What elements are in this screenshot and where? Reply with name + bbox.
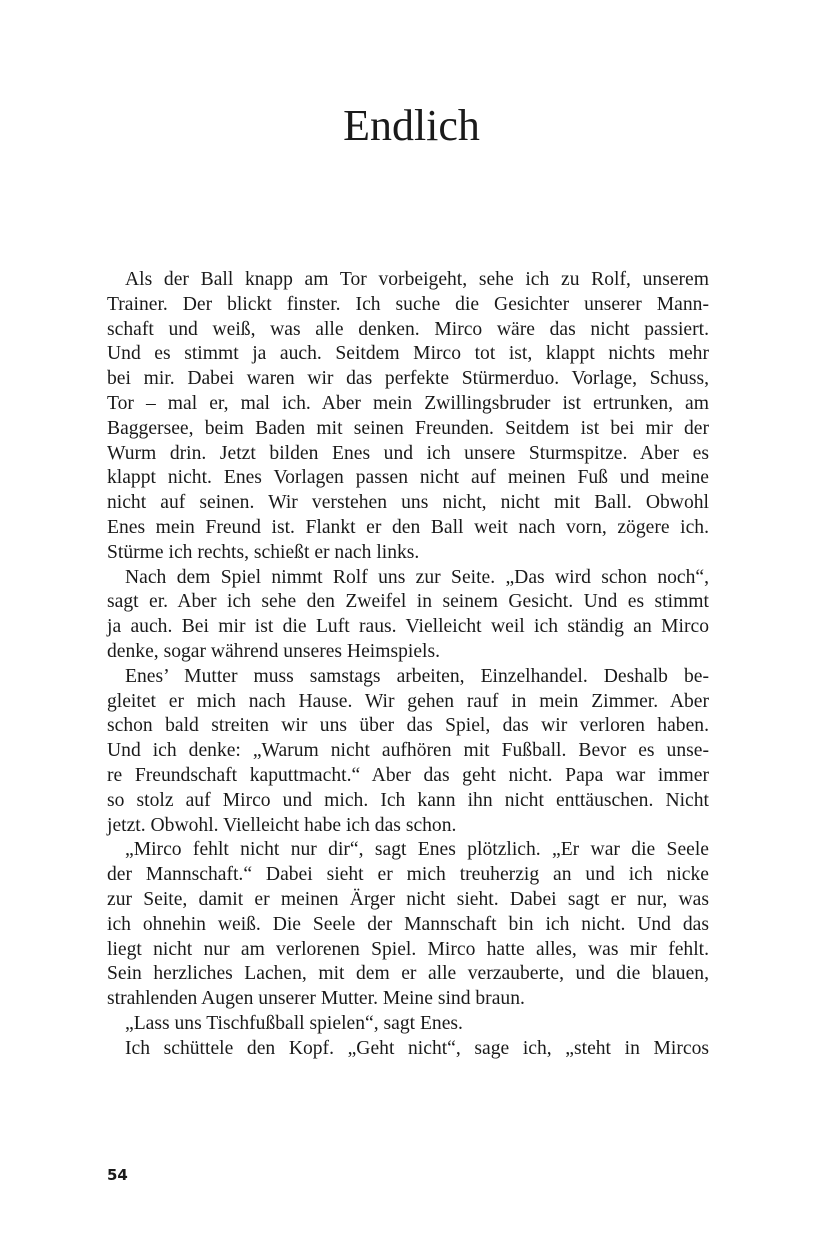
text-line: „Lass uns Tischfußball spielen“, sagt Enes. [125, 1012, 463, 1034]
text-line: Und es stimmt ja auch. Seitdem Mirco tot ist, klappt nichts mehr [107, 343, 709, 365]
text-line: Enes mein Freund ist. Flankt er den Ball weit nach vorn, zögere ich. [107, 516, 709, 538]
text-line: der Mannschaft.“ Dabei sieht er mich treuherzig an und ich nicke [107, 864, 709, 886]
text-line: gleitet er mich nach Hause. Wir gehen rauf in mein Zimmer. Aber [107, 690, 709, 712]
text-line: Enes’ Mutter muss samstags arbeiten, Einzelhandel. Deshalb be- [125, 665, 709, 687]
text-line: Nach dem Spiel nimmt Rolf uns zur Seite. „Das wird schon noch“, [125, 566, 709, 588]
text-line: ich ohnehin weiß. Die Seele der Mannschaft bin ich nicht. Und das [107, 913, 709, 935]
text-line: ja auch. Bei mir ist die Luft raus. Vielleicht weil ich ständig an Mirco [107, 616, 709, 638]
text-line: re Freundschaft kaputtmacht.“ Aber das geht nicht. Papa war immer [107, 764, 709, 786]
page-number: 54 [107, 1166, 128, 1184]
text-line: Ich schüttele den Kopf. „Geht nicht“, sage ich, „steht in Mircos [125, 1037, 709, 1059]
text-line: Baggersee, beim Baden mit seinen Freunden. Seitdem ist bei mir der [107, 417, 709, 439]
body-text [107, 268, 709, 1062]
text-line: Und ich denke: „Warum nicht aufhören mit Fußball. Bevor es unse- [107, 740, 709, 762]
text-line: Tor – mal er, mal ich. Aber mein Zwillingsbruder ist ertrunken, am [107, 392, 709, 414]
chapter-title: Endlich [343, 101, 480, 150]
text-line: strahlenden Augen unserer Mutter. Meine sind braun. [107, 988, 525, 1010]
text-line: liegt nicht nur am verlorenen Spiel. Mirco hatte alles, was mir fehlt. [107, 938, 709, 960]
text-line: so stolz auf Mirco und mich. Ich kann ihn nicht enttäuschen. Nicht [107, 789, 709, 811]
text-line: „Mirco fehlt nicht nur dir“, sagt Enes plötzlich. „Er war die Seele [125, 839, 709, 861]
text-line: zur Seite, damit er meinen Ärger nicht sieht. Dabei sagt er nur, was [107, 888, 709, 910]
text-line: Sein herzliches Lachen, mit dem er alle verzauberte, und die blauen, [107, 963, 709, 985]
text-line: schaft und weiß, was alle denken. Mirco wäre das nicht passiert. [107, 318, 709, 340]
text-line: denke, sogar während unseres Heimspiels. [107, 640, 440, 662]
text-line: klappt nicht. Enes Vorlagen passen nicht auf meinen Fuß und meine [107, 467, 709, 489]
text-line: Trainer. Der blickt finster. Ich suche die Gesichter unserer Mann- [107, 293, 709, 315]
text-line: Stürme ich rechts, schießt er nach links. [107, 541, 420, 563]
text-line: bei mir. Dabei waren wir das perfekte Stürmerduo. Vorlage, Schuss, [107, 368, 709, 390]
text-line: Als der Ball knapp am Tor vorbeigeht, sehe ich zu Rolf, unserem [125, 269, 709, 290]
text-line: schon bald streiten wir uns über das Spiel, das wir verloren haben. [107, 715, 709, 737]
text-line: jetzt. Obwohl. Vielleicht habe ich das schon. [107, 814, 457, 836]
text-line: Wurm drin. Jetzt bilden Enes und ich unsere Sturmspitze. Aber es [107, 442, 709, 464]
text-line: sagt er. Aber ich sehe den Zweifel in seinem Gesicht. Und es stimmt [107, 591, 709, 613]
text-line: nicht auf seinen. Wir verstehen uns nicht, nicht mit Ball. Obwohl [107, 492, 709, 514]
